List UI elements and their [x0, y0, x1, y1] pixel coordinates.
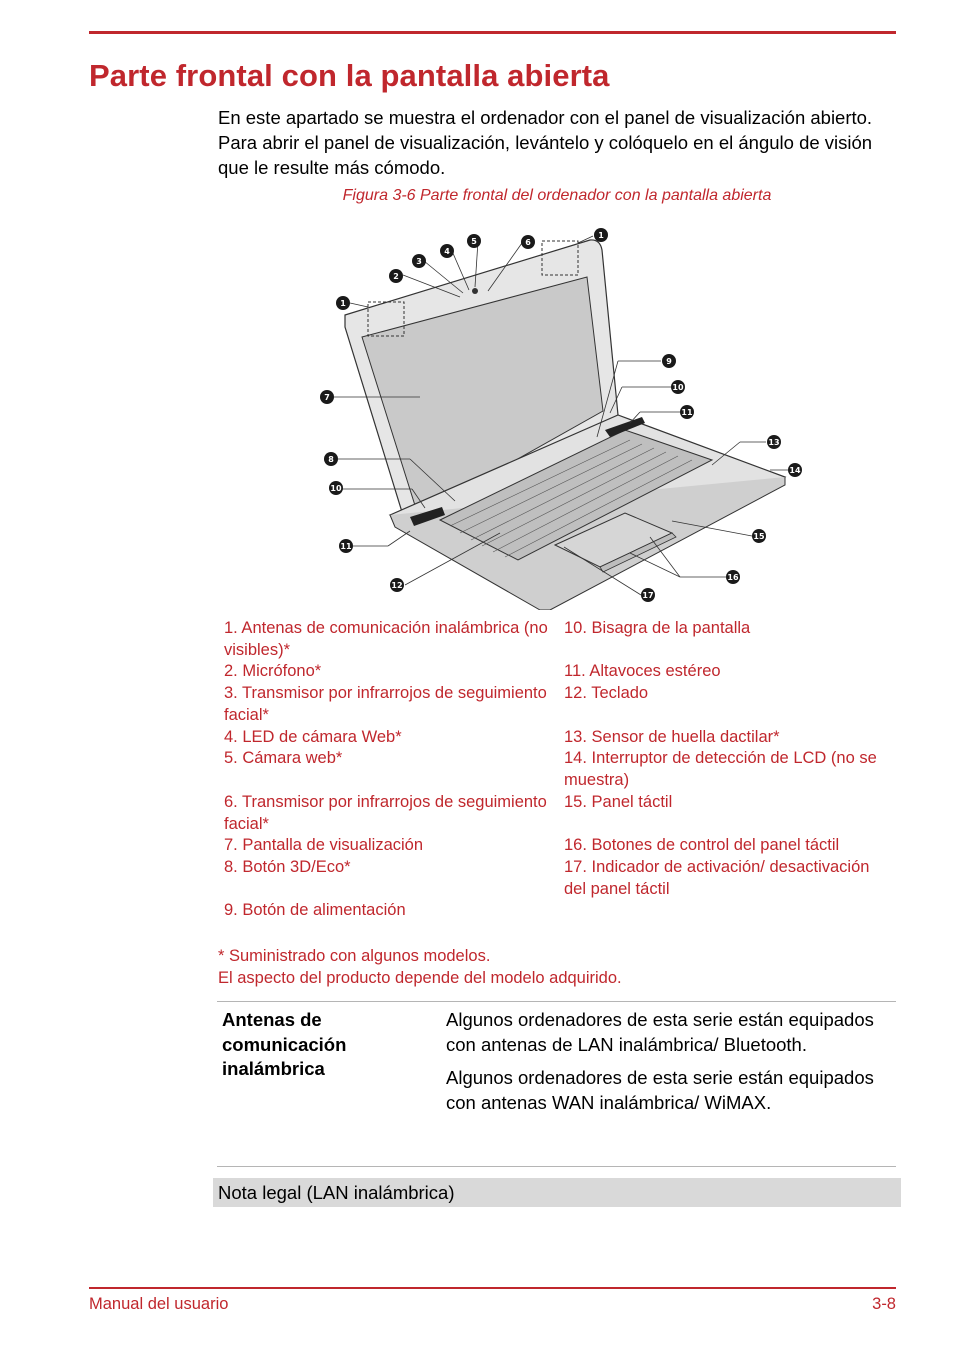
footer-manual-title: Manual del usuario	[89, 1295, 229, 1313]
footer-page-number: 3-8	[872, 1295, 896, 1313]
callout-12	[390, 578, 404, 592]
legend-item: 13. Sensor de huella dactilar*	[564, 728, 780, 746]
svg-text:7: 7	[324, 393, 330, 402]
webcam	[472, 288, 478, 294]
callout-13	[767, 435, 781, 449]
svg-text:3: 3	[416, 257, 422, 266]
legal-note-bar[interactable]	[213, 1178, 901, 1207]
svg-text:16: 16	[727, 573, 739, 582]
top-rule	[89, 31, 896, 34]
legend-item: 3. Transmisor por infrarrojos de seguimiento facial*	[224, 684, 547, 724]
bottom-rule	[89, 1287, 896, 1289]
spec-table	[217, 1001, 896, 1167]
svg-text:2: 2	[393, 272, 399, 281]
legend-item: 16. Botones de control del panel táctil	[564, 836, 840, 854]
figure-notes	[218, 946, 622, 989]
svg-text:11: 11	[681, 408, 693, 417]
callout-2	[389, 269, 403, 283]
spec-term: Antenas de comunicación inalámbrica	[222, 1009, 347, 1079]
callout-10-left	[329, 481, 343, 495]
legend-item: 11. Altavoces estéreo	[564, 662, 721, 680]
callout-8	[324, 452, 338, 466]
legal-note-label: Nota legal (LAN inalámbrica)	[218, 1182, 455, 1203]
callout-6	[521, 235, 535, 249]
callout-11-left	[339, 539, 353, 553]
legend-item: 15. Panel táctil	[564, 793, 673, 811]
callout-3	[412, 254, 426, 268]
legend-item: 5. Cámara web*	[224, 749, 343, 767]
callout-5	[467, 234, 481, 248]
legend-item: 7. Pantalla de visualización	[224, 836, 424, 854]
intro-paragraph: En este apartado se muestra el ordenador con el panel de visualización abierto. Para abrir el panel de visualización, levántelo y colóquelo en el ángulo de visión que le resulte más cómodo.	[218, 107, 873, 178]
spec-description	[446, 1008, 886, 1124]
note-line: El aspecto del producto depende del modelo adquirido.	[218, 968, 622, 987]
svg-text:8: 8	[328, 455, 334, 464]
callout-14	[788, 463, 802, 477]
callout-15	[752, 529, 766, 543]
callout-16	[726, 570, 740, 584]
legend-item: 8. Botón 3D/Eco*	[224, 858, 351, 876]
legend-item: 10. Bisagra de la pantalla	[564, 619, 751, 637]
svg-text:11: 11	[340, 542, 352, 551]
legend-item: 14. Interruptor de detección de LCD (no se muestra)	[564, 749, 877, 789]
legend-item: 2. Micrófono*	[224, 662, 322, 680]
svg-text:10: 10	[330, 484, 342, 493]
callout-17	[641, 588, 655, 602]
page-title: Parte frontal con la pantalla abierta	[89, 58, 610, 93]
svg-text:1: 1	[598, 231, 604, 240]
laptop-illustration	[300, 215, 820, 610]
legend-item: 4. LED de cámara Web*	[224, 728, 402, 746]
callout-1-left	[336, 296, 350, 310]
svg-text:10: 10	[672, 383, 684, 392]
legend-item: 17. Indicador de activación/ desactivación del panel táctil	[564, 858, 870, 898]
svg-text:17: 17	[642, 591, 654, 600]
svg-text:15: 15	[753, 532, 765, 541]
legend-item: 12. Teclado	[564, 684, 649, 702]
spec-description-paragraph: Algunos ordenadores de esta serie están equipados con antenas de LAN inalámbrica/ Bluetooth.	[446, 1009, 874, 1055]
callout-11-right	[680, 405, 694, 419]
svg-text:13: 13	[768, 438, 780, 447]
callout-9	[662, 354, 676, 368]
svg-text:12: 12	[391, 581, 403, 590]
note-line: * Suministrado con algunos modelos.	[218, 947, 491, 965]
svg-text:5: 5	[471, 237, 477, 246]
spec-description-paragraph: Algunos ordenadores de esta serie están equipados con antenas WAN inalámbrica/ WiMAX.	[446, 1067, 874, 1113]
figure-caption: Figura 3-6 Parte frontal del ordenador con la pantalla abierta	[342, 187, 772, 204]
legend-item: 6. Transmisor por infrarrojos de seguimiento facial*	[224, 793, 547, 833]
callout-7	[320, 390, 334, 404]
callout-1-right	[594, 228, 608, 242]
svg-text:14: 14	[789, 466, 801, 475]
svg-text:6: 6	[525, 238, 531, 247]
svg-text:4: 4	[444, 247, 450, 256]
legend-item: 9. Botón de alimentación	[224, 901, 406, 919]
legend-item: 1. Antenas de comunicación inalámbrica (no visibles)*	[224, 619, 548, 659]
callout-10-right	[671, 380, 685, 394]
svg-text:1: 1	[340, 299, 346, 308]
callout-4	[440, 244, 454, 258]
svg-text:9: 9	[666, 357, 672, 366]
